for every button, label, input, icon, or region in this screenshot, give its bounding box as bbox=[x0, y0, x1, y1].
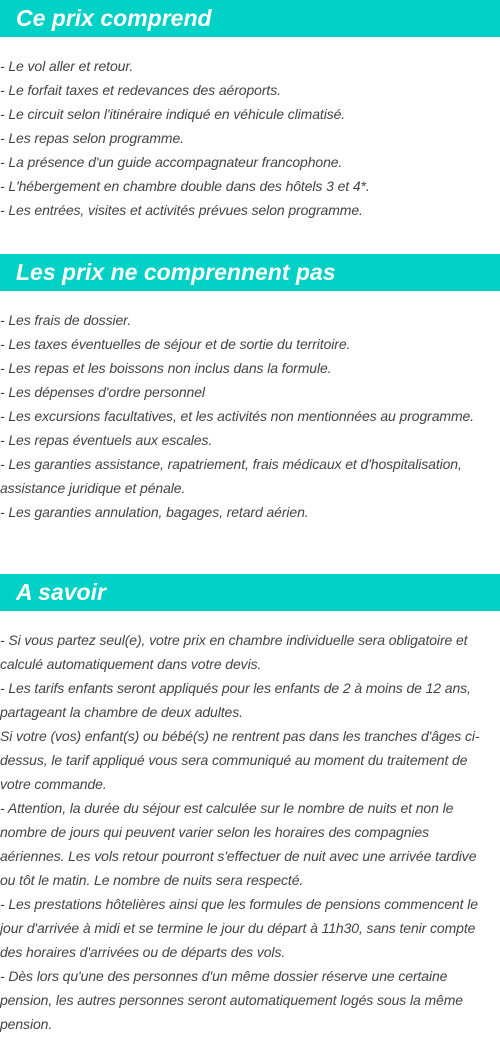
text-line: - Les repas éventuels aux escales. bbox=[0, 432, 213, 448]
section-title-not-included: Les prix ne comprennent pas bbox=[0, 254, 500, 291]
text-line: - Les prestations hôtelières ainsi que les formules de pensions commencent le bbox=[0, 896, 478, 912]
text-line: jour d'arrivée à midi et se termine le jour du départ à 11h30, sans tenir compte bbox=[0, 920, 476, 936]
text-line: - Les tarifs enfants seront appliqués pour les enfants de 2 à moins de 12 ans, bbox=[0, 680, 471, 696]
section-body-good-to-know bbox=[0, 611, 500, 1036]
text-line: - Si vous partez seul(e), votre prix en chambre individuelle sera obligatoire et bbox=[0, 632, 468, 648]
text-line: aériennes. Les vols retour pourront s'effectuer de nuit avec une arrivée tardive bbox=[0, 848, 477, 864]
text-line: - Les taxes éventuelles de séjour et de sortie du territoire. bbox=[0, 336, 351, 352]
text-line: nombre de jours qui peuvent varier selon les horaires des compagnies bbox=[0, 824, 429, 840]
section-good-to-know bbox=[0, 574, 500, 1036]
text-line: dessus, le tarif appliqué vous sera communiqué au moment du traitement de bbox=[0, 752, 468, 768]
text-line: - Les repas selon programme. bbox=[0, 130, 184, 146]
text-line: - Dès lors qu'une des personnes d'un même dossier réserve une certaine bbox=[0, 968, 448, 984]
section-body-included bbox=[0, 37, 500, 254]
section-title-included: Ce prix comprend bbox=[0, 0, 500, 37]
section-included bbox=[0, 0, 500, 254]
text-line: - L'hébergement en chambre double dans des hôtels 3 et 4*. bbox=[0, 178, 370, 194]
text-line: - Le forfait taxes et redevances des aéroports. bbox=[0, 82, 281, 98]
text-line: votre commande. bbox=[0, 776, 107, 792]
text-line: - Attention, la durée du séjour est calculée sur le nombre de nuits et non le bbox=[0, 800, 454, 816]
text-line: - Le vol aller et retour. bbox=[0, 58, 134, 74]
section-body-not-included bbox=[0, 291, 500, 574]
section-title-good-to-know: A savoir bbox=[0, 574, 500, 611]
text-line: - Les repas et les boissons non inclus dans la formule. bbox=[0, 360, 332, 376]
text-line: - Les excursions facultatives, et les activités non mentionnées au programme. bbox=[0, 408, 474, 424]
text-line: calculé automatiquement dans votre devis. bbox=[0, 656, 262, 672]
text-line: - Les dépenses d'ordre personnel bbox=[0, 384, 205, 400]
text-line: des horaires d'arrivées ou de départs des vols. bbox=[0, 944, 286, 960]
text-line: pension, les autres personnes seront automatiquement logés sous la même bbox=[0, 992, 463, 1008]
text-line: partageant la chambre de deux adultes. bbox=[0, 704, 243, 720]
text-line: assistance juridique et pénale. bbox=[0, 480, 186, 496]
text-line: - Les entrées, visites et activités prévues selon programme. bbox=[0, 202, 363, 218]
section-not-included bbox=[0, 254, 500, 574]
text-line: - Les garanties annulation, bagages, retard aérien. bbox=[0, 504, 309, 520]
text-line: - Le circuit selon l'itinéraire indiqué en véhicule climatisé. bbox=[0, 106, 346, 122]
text-line: pension. bbox=[0, 1016, 53, 1032]
text-line: - La présence d'un guide accompagnateur francophone. bbox=[0, 154, 343, 170]
text-line: - Les frais de dossier. bbox=[0, 312, 132, 328]
text-line: ou tôt le matin. Le nombre de nuits sera respecté. bbox=[0, 872, 304, 888]
text-line: Si votre (vos) enfant(s) ou bébé(s) ne rentrent pas dans les tranches d'âges ci- bbox=[0, 728, 480, 744]
text-line: - Les garanties assistance, rapatriement, frais médicaux et d'hospitalisation, bbox=[0, 456, 462, 472]
